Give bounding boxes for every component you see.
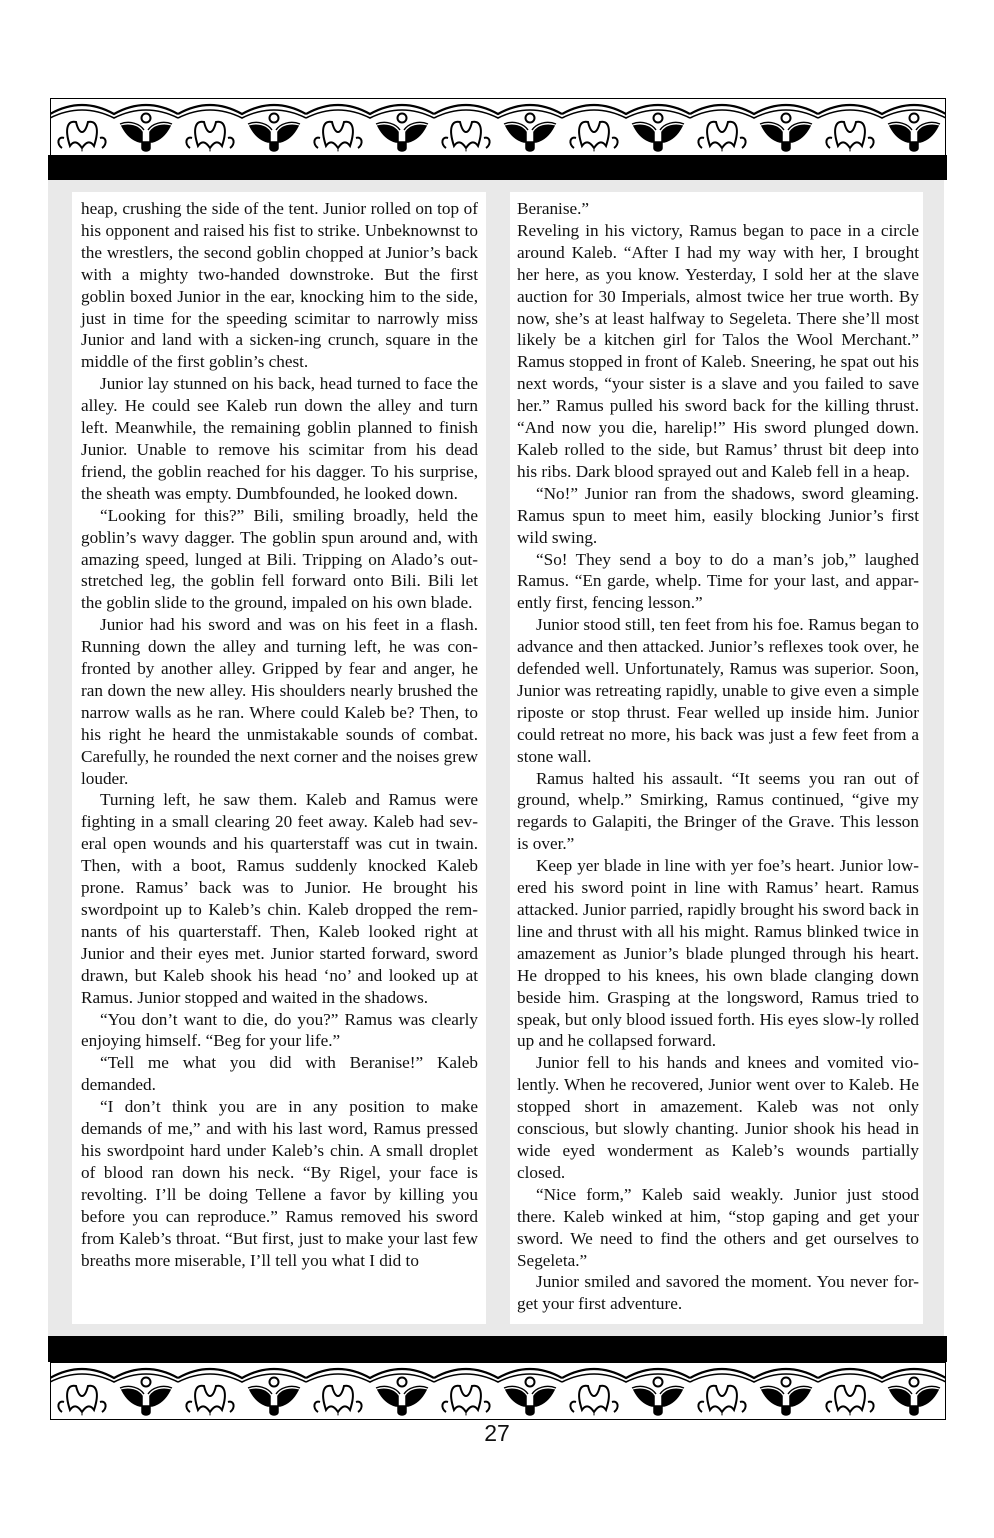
paragraph: “Tell me what you did with Beranise!” Kaleb demanded.: [81, 1053, 478, 1095]
paragraph: Junior had his sword and was on his feet in a flash. Running down the alley and turning left, he was con-fronted by another alley. Gripped by fear and anger, he ran down the new alley. His shoulders nearly brushed the narrow walls as he ran. Where could Kaleb be? Then, to his right he heard the unmistakable sounds of combat. Carefully, he rounded the next corner and the noises grew louder.: [81, 615, 478, 788]
text-column-right: [510, 192, 923, 1324]
paragraph: “You don’t want to die, do you?” Ramus was clearly enjoying himself. “Beg for your life.”: [81, 1009, 478, 1051]
footer-black-band: [48, 1336, 947, 1362]
paragraph: “Nice form,” Kaleb said weakly. Junior just stood there. Kaleb winked at him, “stop gaping and get your sword. We need to find the others and get ourselves to Segeleta.”: [517, 1184, 919, 1270]
footer-ornament-border: [50, 1362, 946, 1420]
paragraph: “No!” Junior ran from the shadows, sword gleaming. Ramus spun to meet him, easily blocking Junior’s first wild swing.: [517, 483, 919, 547]
paragraph: heap, crushing the side of the tent. Junior rolled on top of his opponent and raised his fist to strike. Unbeknownst to the wrestlers, the second goblin chopped at Junior’s back with a mighty two-handed downstroke. But the first goblin boxed Junior in the ear, knocking him to the side, just in time for the speeding scimitar to narrowly miss Junior and land with a sicken-ing crunch, square in the middle of the first goblin’s chest.: [81, 199, 478, 372]
paragraph: Beranise.”: [517, 199, 590, 218]
paragraph: Junior lay stunned on his back, head turned to face the alley. He could see Kaleb run down the alley and turn left. Meanwhile, the remaining goblin planned to finish Junior. Unable to remove his scimitar from his dead friend, the goblin reached for his dagger. To his surprise, the sheath was empty. Dumbfounded, he looked down.: [81, 374, 478, 503]
header-ornament-border: [50, 98, 946, 156]
paragraph: Junior stood still, ten feet from his foe. Ramus began to advance and then attacked. Junior’s reflexes took over, he defended well. Unfortunately, Ramus was superior. Soon, Junior was retreating rapidly, unable to give even a simple riposte or stop thrust. Fear welled up inside him. Junior could retreat no more, his back was just a few feet from a stone wall.: [517, 615, 919, 766]
paragraph: “Looking for this?” Bili, smiling broadly, held the goblin’s wavy dagger. The goblin spun around and, with amazing speed, lunged at Bili. Tripping on Alado’s out-stretched leg, the goblin fell forward onto Bili. Bili let the goblin slide to the ground, impaled on his own blade.: [81, 505, 478, 613]
text-column-left: [72, 192, 486, 1324]
paragraph: Ramus halted his assault. “It seems you ran out of ground, whelp.” Smirking, Ramus continued, “give my regards to Galapiti, the Bringer of the Grave. This lesson is over.”: [517, 768, 919, 854]
paragraph: “I don’t think you are in any position to make demands of me,” and with his last word, Ramus pressed his swordpoint hard under Kaleb’s chin. A small droplet of blood ran down his neck. “By Rigel, your face is revolting. I’ll be doing Tellene a favor by killing you before you can reproduce.” Ramus removed his sword from Kaleb’s throat. “But first, just to make your last few breaths more miserable, I’ll tell you what I did to: [81, 1097, 478, 1270]
header-black-band: [48, 155, 947, 180]
decorative-tulip-border-icon: [50, 98, 946, 156]
paragraph: Reveling in his victory, Ramus began to pace in a circle around Kaleb. “After I had my way with her, I brought her here, as you know. Yesterday, I sold her at the slave auction for 30 Imperials, almost twice her true worth. By now, she’s at least halfway to Segeleta. There she’ll most likely be a kitchen girl for Talos the Wool Merchant.” Ramus stopped in front of Kaleb. Sneering, he spat out his next words, “your sister is a slave and you failed to save her.” Ramus pulled his sword back for the killing thrust. “And now you die, harelip!” His sword plunged down. Kaleb rolled to the side, but Ramus’ thrust bit deep into his ribs. Dark blood sprayed out and Kaleb fell in a heap.: [517, 220, 919, 481]
paragraph: Junior fell to his hands and knees and vomited vio-lently. When he recovered, Junior went over to Kaleb. He stopped short in amazement. Kaleb was not only conscious, but slowly chanting. Junior shook his head in wide eyed wonderment as Kaleb’s wounds partially closed.: [517, 1053, 919, 1182]
paragraph: Turning left, he saw them. Kaleb and Ramus were fighting in a small clearing 20 feet away. Kaleb had sev-eral open wounds and his quarterstaff was cut in twain. Then, with a boot, Ramus suddenly knocked Kaleb prone. Ramus’ back was to Junior. He brought his swordpoint up to Kaleb’s chin. Kaleb dropped the rem-nants of his quarterstaff. Then, Kaleb looked right at Junior and their eyes met. Junior started forward, sword drawn, but Kaleb shook his head ‘no’ and looked up at Ramus. Junior stopped and waited in the shadows.: [81, 790, 478, 1007]
paragraph: Keep yer blade in line with yer foe’s heart. Junior low-ered his sword point in line with Ramus’ heart. Ramus attacked. Junior parried, rapidly brought his sword back in line and thrust with all his might. Ramus blinked twice in amazement as Junior’s blade plunged through his heart. He dropped to his knees, his own blade clanging down beside him. Grasping at the longsword, Ramus tried to speak, but only blood issued forth. His eyes slow-ly rolled up and he collapsed forward.: [517, 856, 919, 1051]
page-number: 27: [484, 1420, 510, 1446]
paragraph: Junior smiled and savored the moment. You never for-get your first adventure.: [517, 1272, 919, 1314]
paragraph: “So! They send a boy to do a man’s job,” laughed Ramus. “En garde, whelp. Time for your last, and appar-ently first, fencing lesson.”: [517, 549, 919, 613]
decorative-tulip-border-icon: [50, 1362, 946, 1420]
